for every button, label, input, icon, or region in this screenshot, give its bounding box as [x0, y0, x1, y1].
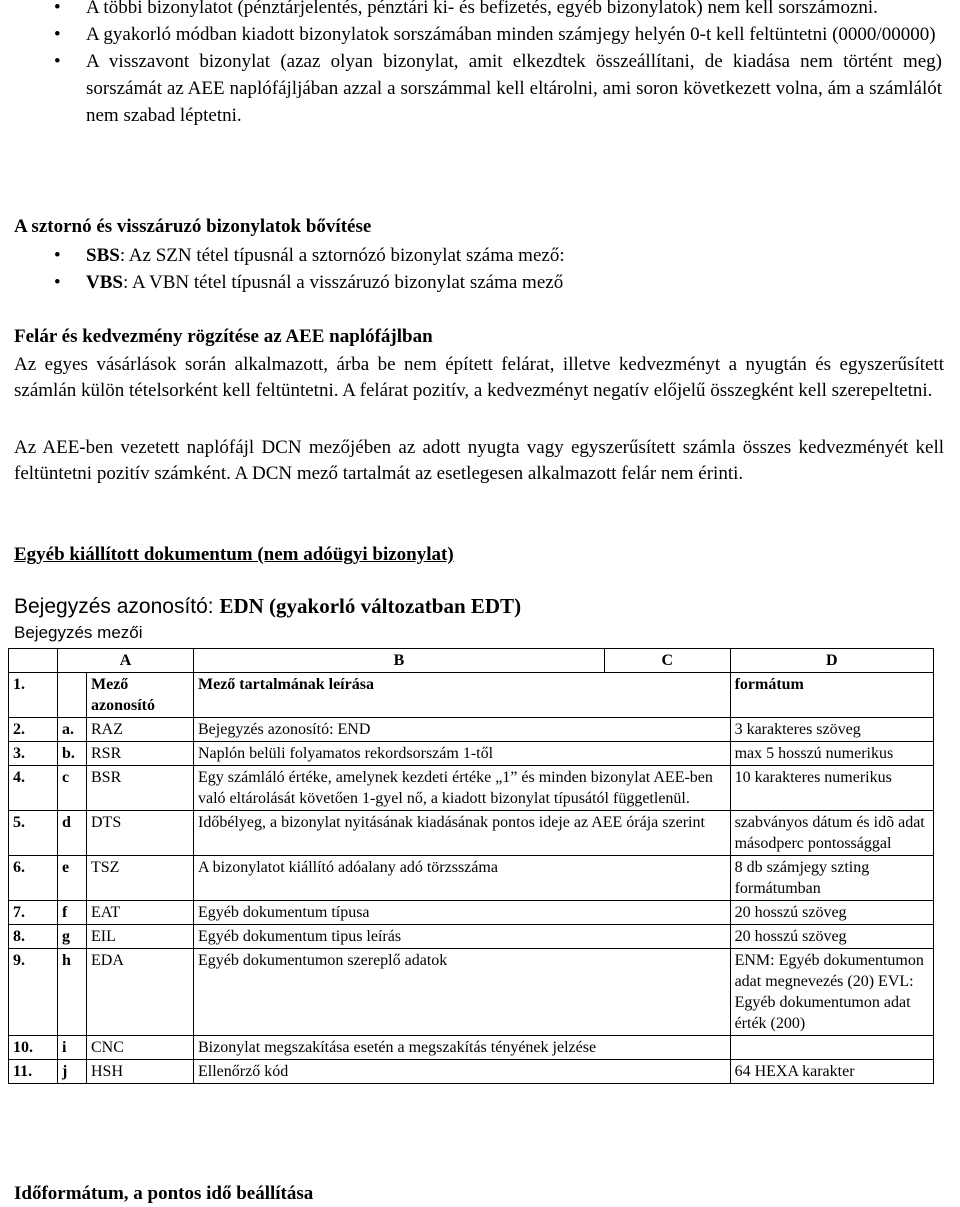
- list-item: [0, 269, 960, 296]
- table-cell: ENM: Egyéb dokumentumon adat megnevezés (20) EVL: Egyéb dokumentumon adat érték (200): [730, 949, 933, 1036]
- table-row: [9, 811, 934, 856]
- table-cell: Naplón belüli folyamatos rekordsorszám 1-től: [194, 742, 731, 766]
- table-cell: B: [194, 649, 605, 673]
- table-cell: 20 hosszú szöveg: [730, 925, 933, 949]
- table-cell: Bizonylat megszakítása esetén a megszakítás tényének jelzése: [194, 1036, 731, 1060]
- felar-heading: Felár és kedvezmény rögzítése az AEE naplófájlban: [14, 326, 433, 347]
- entry-fields-label: Bejegyzés mezői: [14, 623, 143, 642]
- table-header-row: [9, 673, 934, 718]
- field-code: SBS: [86, 245, 120, 266]
- table-row: [9, 925, 934, 949]
- table-cell: j: [58, 1060, 87, 1084]
- felar-paragraph-2: Az AEE-ben vezetett naplófájl DCN mezőjében az adott nyugta vagy egyszerűsített számla összes kedvezményét kell feltüntetni pozitív számként. A DCN mező tartalmát az esetlegesen alkalmazott felár nem érinti.: [14, 437, 944, 484]
- table-cell: 4.: [9, 766, 58, 811]
- table-cell: 1.: [9, 673, 58, 718]
- table-cell: 5.: [9, 811, 58, 856]
- entry-id-value: EDN (gyakorló változatban EDT): [219, 594, 522, 618]
- table-cell: 7.: [9, 901, 58, 925]
- table-row: [9, 856, 934, 901]
- table-cell: TSZ: [87, 856, 194, 901]
- table-cell: h: [58, 949, 87, 1036]
- table-cell: [9, 649, 58, 673]
- table-row: [9, 766, 934, 811]
- storno-heading: A sztornó és visszáruzó bizonylatok bővítése: [14, 216, 372, 237]
- table-cell: EAT: [87, 901, 194, 925]
- table-cell: 2.: [9, 718, 58, 742]
- storno-list: [0, 242, 960, 296]
- table-cell: e: [58, 856, 87, 901]
- table-cell: CNC: [87, 1036, 194, 1060]
- table-cell: g: [58, 925, 87, 949]
- table-row: [9, 718, 934, 742]
- table-cell: 9.: [9, 949, 58, 1036]
- table-cell: 10 karakteres numerikus: [730, 766, 933, 811]
- table-cell: EDA: [87, 949, 194, 1036]
- list-item: [0, 242, 960, 269]
- list-item: • A visszavont bizonylat (azaz olyan bizonylat, amit elkezdtek összeállítani, de kiadása nem történt meg) sorszámát az AEE naplófájljában azzal a sorszámmal kell eltárolni, ami soron következett volna, ám a számlálót nem szabad léptetni.: [0, 48, 960, 129]
- table-cell: 3 karakteres szöveg: [730, 718, 933, 742]
- table-row: [9, 1036, 934, 1060]
- footer-heading: Időformátum, a pontos idő beállítása: [14, 1183, 314, 1204]
- table-cell: d: [58, 811, 87, 856]
- table-row: [9, 901, 934, 925]
- table-cell: 10.: [9, 1036, 58, 1060]
- felar-paragraph-1: Az egyes vásárlások során alkalmazott, árba be nem épített felárat, illetve kedvezményt a nyugtán és egyszerűsített számlán külön tételsorként kell feltüntetni. A felárat pozitív, a kedvezményt negatív előjelű összegként kell szerepeltetni.: [14, 354, 944, 401]
- table-cell: Egyéb dokumentum tipus leírás: [194, 925, 731, 949]
- table-body: [9, 718, 934, 1084]
- table-cell: DTS: [87, 811, 194, 856]
- table-cell: RAZ: [87, 718, 194, 742]
- table-cell: Egy számláló értéke, amelynek kezdeti értéke „1” és minden bizonylat AEE-ben való eltárolását követően 1-gyel nő, a kiadott bizonylat típusától függetlenül.: [194, 766, 731, 811]
- table-cell: D: [730, 649, 933, 673]
- table-cell: HSH: [87, 1060, 194, 1084]
- table-cell: 20 hosszú szöveg: [730, 901, 933, 925]
- item-text: : A VBN tétel típusnál a visszáruzó bizonylat száma mező: [122, 272, 564, 293]
- table-cell: 8.: [9, 925, 58, 949]
- table-cell: C: [605, 649, 731, 673]
- column-header-row: [9, 649, 934, 673]
- entry-id-line: [14, 594, 521, 619]
- table-cell: 64 HEXA karakter: [730, 1060, 933, 1084]
- table-cell: 11.: [9, 1060, 58, 1084]
- table-cell: [58, 673, 87, 718]
- table-cell: Időbélyeg, a bizonylat nyitásának kiadásának pontos ideje az AEE órája szerint: [194, 811, 731, 856]
- table-cell: EIL: [87, 925, 194, 949]
- table-cell: f: [58, 901, 87, 925]
- table-cell: max 5 hosszú numerikus: [730, 742, 933, 766]
- list-item: • A gyakorló módban kiadott bizonylatok sorszámában minden számjegy helyén 0-t kell feltüntetni (0000/00000): [0, 21, 960, 48]
- table-cell: Mező tartalmának leírása: [194, 673, 731, 718]
- table-cell: [730, 1036, 933, 1060]
- field-code: VBS: [86, 272, 123, 293]
- table-row: [9, 1060, 934, 1084]
- table-cell: szabványos dátum és idõ adat másodperc pontossággal: [730, 811, 933, 856]
- table-cell: b.: [58, 742, 87, 766]
- table-cell: 6.: [9, 856, 58, 901]
- table-row: [9, 949, 934, 1036]
- list-item: • A többi bizonylatot (pénztárjelentés, pénztári ki- és befizetés, egyéb bizonylatok) nem kell sorszámozni.: [0, 0, 960, 21]
- table-cell: 8 db számjegy szting formátumban: [730, 856, 933, 901]
- fields-table: [8, 648, 934, 1084]
- table-cell: Ellenőrző kód: [194, 1060, 731, 1084]
- table-cell: 3.: [9, 742, 58, 766]
- table-cell: Mező azonosító: [87, 673, 194, 718]
- table-cell: Egyéb dokumentumon szereplő adatok: [194, 949, 731, 1036]
- table-row: [9, 742, 934, 766]
- table-cell: RSR: [87, 742, 194, 766]
- table-cell: a.: [58, 718, 87, 742]
- item-text: : Az SZN tétel típusnál a sztornózó bizonylat száma mező:: [119, 245, 565, 266]
- table-cell: Egyéb dokumentum típusa: [194, 901, 731, 925]
- table-cell: c: [58, 766, 87, 811]
- table-cell: i: [58, 1036, 87, 1060]
- table-cell: BSR: [87, 766, 194, 811]
- entry-id-label: Bejegyzés azonosító:: [14, 595, 220, 618]
- egyeb-heading: Egyéb kiállított dokumentum (nem adóügyi bizonylat): [14, 544, 454, 565]
- bullet-list-top: [0, 0, 960, 129]
- table-cell: formátum: [730, 673, 933, 718]
- table-cell: A bizonylatot kiállító adóalany adó törzsszáma: [194, 856, 731, 901]
- table-cell: Bejegyzés azonosító: END: [194, 718, 731, 742]
- table-cell: A: [58, 649, 194, 673]
